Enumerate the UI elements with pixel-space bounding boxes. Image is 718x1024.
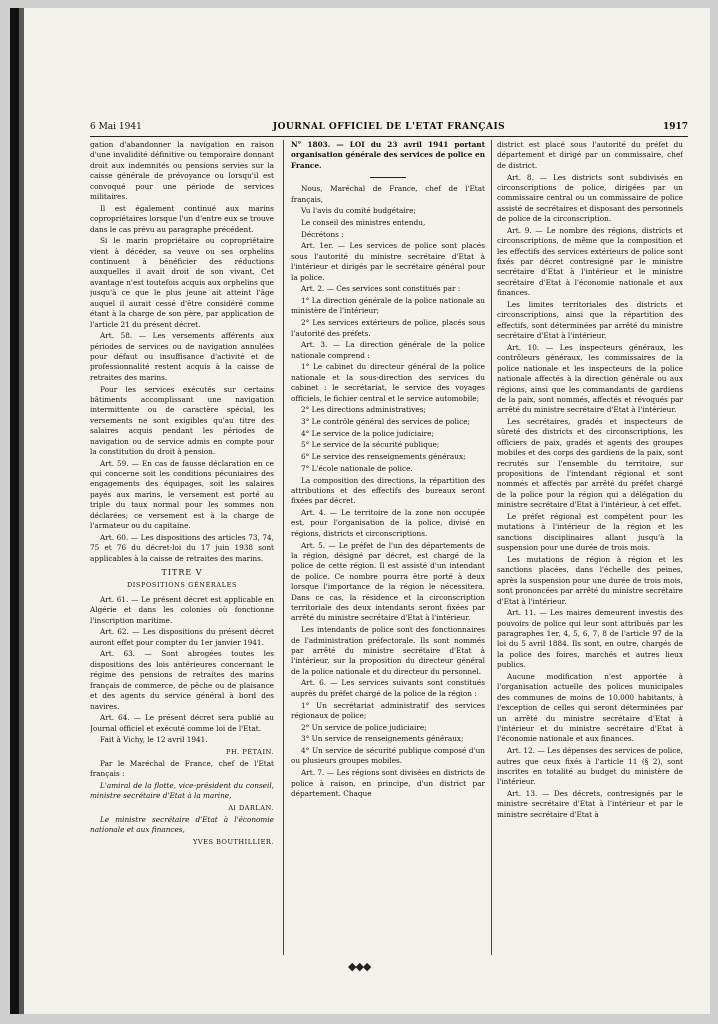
footer-ornament: ◆◆◆ [348, 960, 371, 973]
paragraph: 3° Un service de renseignements généraux; [301, 734, 464, 744]
paragraph: district est placé sous l'autorité du préfet du département et dirigé par un commissaire, chef de district. [497, 140, 683, 170]
paragraph: Art. 13. — Des décrets, contresignés par le ministre secrétaire d'Etat à l'intérieur et par le ministre secrétaire d'Etat à [497, 789, 683, 819]
paragraph: Nous, Maréchal de France, chef de l'Etat français, [291, 184, 485, 204]
column-rule-2 [491, 140, 492, 955]
paragraph: Le préfet régional est compétent pour les mutations à l'intérieur de la région et les sanctions disciplinaires allant jusqu'à la suspension pour une durée de trois mois. [497, 512, 683, 553]
paragraph: Décrétons : [301, 229, 344, 239]
paragraph: 7° L'école nationale de police. [301, 463, 413, 473]
newspaper-page [10, 8, 710, 1014]
signature-par: Par le Maréchal de France, chef de l'Etat français : [90, 758, 274, 779]
paragraph: Aucune modification n'est apportée à l'organisation actuelle des polices municipales des communes de moins de 10.000 habitants, à l'exception de celles qui seront déterminées par un arrêté du ministre secrétaire d'Etat à l'intérieur et du ministre secrétaire d'Etat à l'économie nationale et aux finances. [497, 671, 683, 744]
paragraph: Art. 6. — Les services suivants sont constitués auprès du préfet chargé de la police de la région : [291, 678, 485, 698]
signature-darlan: Al DARLAN. [228, 803, 274, 812]
paragraph: Art. 12. — Les dépenses des services de police, autres que ceux fixés à l'article 11 (§ 2), sont inscrites en totalité au budget du ministère de l'intérieur. [497, 746, 683, 787]
paragraph: Les intendants de police sont des fonctionnaires de l'administration préfectorale. Ils sont nommés par arrêté du ministre secrétaire d'Etat à l'intérieur, sur la proposition du directeur général de la police nationale et du directeur du personnel. [291, 625, 485, 676]
paragraph: 4° Le service de la police judiciaire; [301, 428, 434, 438]
law-body [291, 184, 485, 799]
paragraph: Si le marin propriétaire ou copropriétaire vient à décéder, sa veuve ou ses orphelins continuent à bénéficier des réductions auxquelles il avait droit de son vivant. Cet avantage n'est toutefois acquis aux orphelins que jusqu'à ce que le plus jeune ait atteint l'âge auquel il aurait cessé d'être considéré comme étant à la charge de son père, par application de l'article 21 du présent décret. [90, 236, 274, 329]
column-right [497, 140, 683, 955]
paragraph: 1° La direction générale de la police nationale au ministère de l'intérieur; [291, 296, 485, 316]
paragraph: Art. 2. — Ces services sont constitués par : [301, 284, 461, 294]
paragraph: Art. 61. — Le présent décret est applicable en Algérie et dans les colonies où fonctionne l'inscription maritime. [90, 594, 274, 625]
paragraph: 5° Le service de la sécurité publique; [301, 440, 440, 450]
header-title: JOURNAL OFFICIEL DE L'ETAT FRANÇAIS [272, 122, 506, 132]
paragraph: Le conseil des ministres entendu, [301, 218, 426, 228]
paragraph: Art. 60. — Les dispositions des articles 73, 74, 75 et 76 du décret-loi du 17 juin 1938 sont applicables à la caisse de retraites des marins. [90, 532, 274, 563]
column-middle [291, 140, 485, 955]
page-header [90, 120, 688, 137]
paragraph: Art. 59. — En cas de fausse déclaration en ce qui concerne soit les conditions pécuniaires des engagements des équipages, soit les salaires payés aux marins, le versement est porté au triple du taux normal pour les sommes non déclarées; ce versement est à la charge de l'armateur ou du capitaine. [90, 458, 274, 531]
signature-amiral: L'amiral de la flotte, vice-président du conseil, ministre secrétaire d'Etat à la marine, [90, 780, 274, 801]
signature-petain: PH. PÉTAIN. [226, 748, 274, 757]
paragraph: Art. 4. — Le territoire de la zone non occupée est, pour l'organisation de la police, divisé en régions, districts et circonscriptions. [291, 508, 485, 538]
paragraph: 2° Un service de police judiciaire; [301, 722, 427, 732]
paragraph: Art. 63. — Sont abrogées toutes les dispositions des lois antérieures concernant le régime des pensions de retraites des marins français de commerce, de pêche ou de plaisance et des agents du service général à bord des navires. [90, 649, 274, 711]
binding-shadow [19, 8, 24, 1014]
signature-bouthillier: YVES BOUTHILLIER. [193, 837, 274, 846]
paragraph: Les limites territoriales des districts et circonscriptions, ainsi que la répartition des effectifs, sont déterminées par arrêté du ministre secrétaire d'Etat à l'intérieur. [497, 299, 683, 341]
paragraph: Il est également continué aux marins copropriétaires lorsque l'un d'entre eux se trouve dans le cas prévu au paragraphe précédent. [90, 203, 274, 234]
paragraph: Art. 62. — Les dispositions du présent décret auront effet pour compter du 1er janvier 1941. [90, 627, 274, 647]
header-page-number: 1917 [662, 122, 688, 132]
paragraph: 6° Le service des renseignements généraux; [301, 452, 466, 462]
column-rule-1 [283, 140, 284, 955]
paragraph: gation d'abandonner la navigation en raison d'une invalidité définitive ou temporaire donnant droit aux indemnités ou pensions servies sur la caisse générale de prévoyance ou lorsqu'il est convoqué pour une période de services militaires. [90, 140, 274, 202]
paragraph: 1° Le cabinet du directeur général de la police nationale et la sous-direction des services du cabinet : le secrétariat, le service des voyages officiels, le fichier central et le service automobile; [291, 362, 485, 403]
separator-rule [370, 177, 406, 178]
section-title: TITRE V [161, 568, 203, 578]
signature-place: Fait à Vichy, le 12 avril 1941. [100, 735, 208, 745]
paragraph: 2° Les directions administratives; [301, 405, 426, 415]
law-body-continued [497, 140, 683, 820]
paragraph: 2° Les services extérieurs de police, placés sous l'autorité des préfets. [291, 318, 485, 338]
paragraph: Les mutations de région à région et les sanctions placées, dans l'échelle des peines, après la suspension pour une durée de trois mois, sont prononcées par arrêté du ministre secrétaire d'Etat à l'intérieur. [497, 554, 683, 606]
paragraph: Vu l'avis du comité budgétaire; [301, 206, 416, 216]
paragraph: Art. 58. — Les versements afférents aux périodes de services ou de navigation annulées pour défaut ou insuffisance d'activité et de professionnalité restent acquis à la caisse de retraites des marins. [90, 331, 274, 382]
paragraph: Art. 9. — Le nombre des régions, districts et circonscriptions, de même que la composition et les effectifs des services extérieurs de police sont fixés par décret contresigné par le ministre secrétaire d'Etat à l'intérieur et le ministre secrétaire d'Etat à l'économie nationale et aux finances. [497, 225, 683, 298]
paragraph: La composition des directions, la répartition des attributions et des effectifs des bureaux seront fixées par décret. [291, 475, 485, 506]
header-date: 6 Mai 1941 [90, 122, 142, 132]
paragraph: Art. 5. — Le préfet de l'un des départements de la région, désigné par décret, est chargé de la police de cette région. Il est assisté d'un intendant de police. Ce nombre pourra être porté à deux lorsque l'importance de la région le nécessitera. Dans ce cas, la résidence et la circonscription territoriale des deux intendants seront fixées par arrêté du ministre secrétaire d'Etat à l'intérieur. [291, 540, 485, 623]
paragraph: Art. 3. — La direction générale de la police nationale comprend : [291, 340, 485, 360]
paragraph: Art. 10. — Les inspecteurs généraux, les contrôleurs généraux, les commissaires de la police nationale et les inspecteurs de la police nationale affectés à la direction générale ou aux régions, ainsi que les commandants de gardiens de la paix, sont nommés, affectés et révoqués par arrêté du ministre secrétaire d'Etat à l'intérieur. [497, 342, 683, 415]
signature-ministre: Le ministre secrétaire d'Etat à l'économie nationale et aux finances, [90, 814, 274, 835]
paragraph: Art. 7. — Les régions sont divisées en districts de police à raison, en principe, d'un district par département. Chaque [291, 768, 485, 798]
column-left [90, 140, 274, 955]
paragraph: Art. 1er. — Les services de police sont placés sous l'autorité du ministre secrétaire d'Etat à l'intérieur et dirigés par le secrétaire général pour la police. [291, 241, 485, 282]
paragraph: 3° Le contrôle général des services de police; [301, 417, 470, 427]
paragraph: 1° Un secrétariat administratif des services régionaux de police; [291, 700, 485, 720]
paragraph: 4° Un service de sécurité publique composé d'un ou plusieurs groupes mobiles. [291, 746, 485, 766]
paragraph: Art. 8. — Les districts sont subdivisés en circonscriptions de police, dirigées par un commissaire central ou un commissaire de police assisté de secrétaires et disposant des personnels de police de la circonscription. [497, 172, 683, 224]
section-subtitle: DISPOSITIONS GÉNÉRALES [126, 581, 238, 590]
law-heading: N° 1803. — LOI du 23 avril 1941 portant organisation générale des services de police en France. [291, 140, 485, 170]
paragraph: Art. 11. — Les maires demeurent investis des pouvoirs de police qui leur sont attribués par les paragraphes 1er, 4, 5, 6, 7, 8 de l'article 97 de la loi du 5 avril 1884. Ils sont, en outre, chargés de la police des foires, marchés et autres lieux publics. [497, 608, 683, 670]
binding-edge [10, 8, 19, 1014]
paragraph: Art. 64. — Le présent décret sera publié au Journal officiel et exécuté comme loi de l'Etat. [90, 713, 274, 733]
paragraph: Pour les services exécutés sur certains bâtiments accomplissant une navigation intermittente ou de caractère spécial, les versements ne sont exigibles qu'au titre des salaires acquis pendant les périodes de navigation ou de service admis en compte pour la constitution du droit à pension. [90, 384, 274, 456]
paragraph: Les secrétaires, gradés et inspecteurs de sûreté des districts et des circonscriptions, les officiers de paix, gradés et agents des groupes mobiles et des corps des gardiens de la paix, sont recrutés sur l'ensemble du territoire, sur propositions de l'intendant régional et sont nommés et affectés par arrêté du préfet chargé de la police pour la région qui a délégation du ministre secrétaire d'Etat à l'intérieur, à cet effet. [497, 417, 683, 510]
